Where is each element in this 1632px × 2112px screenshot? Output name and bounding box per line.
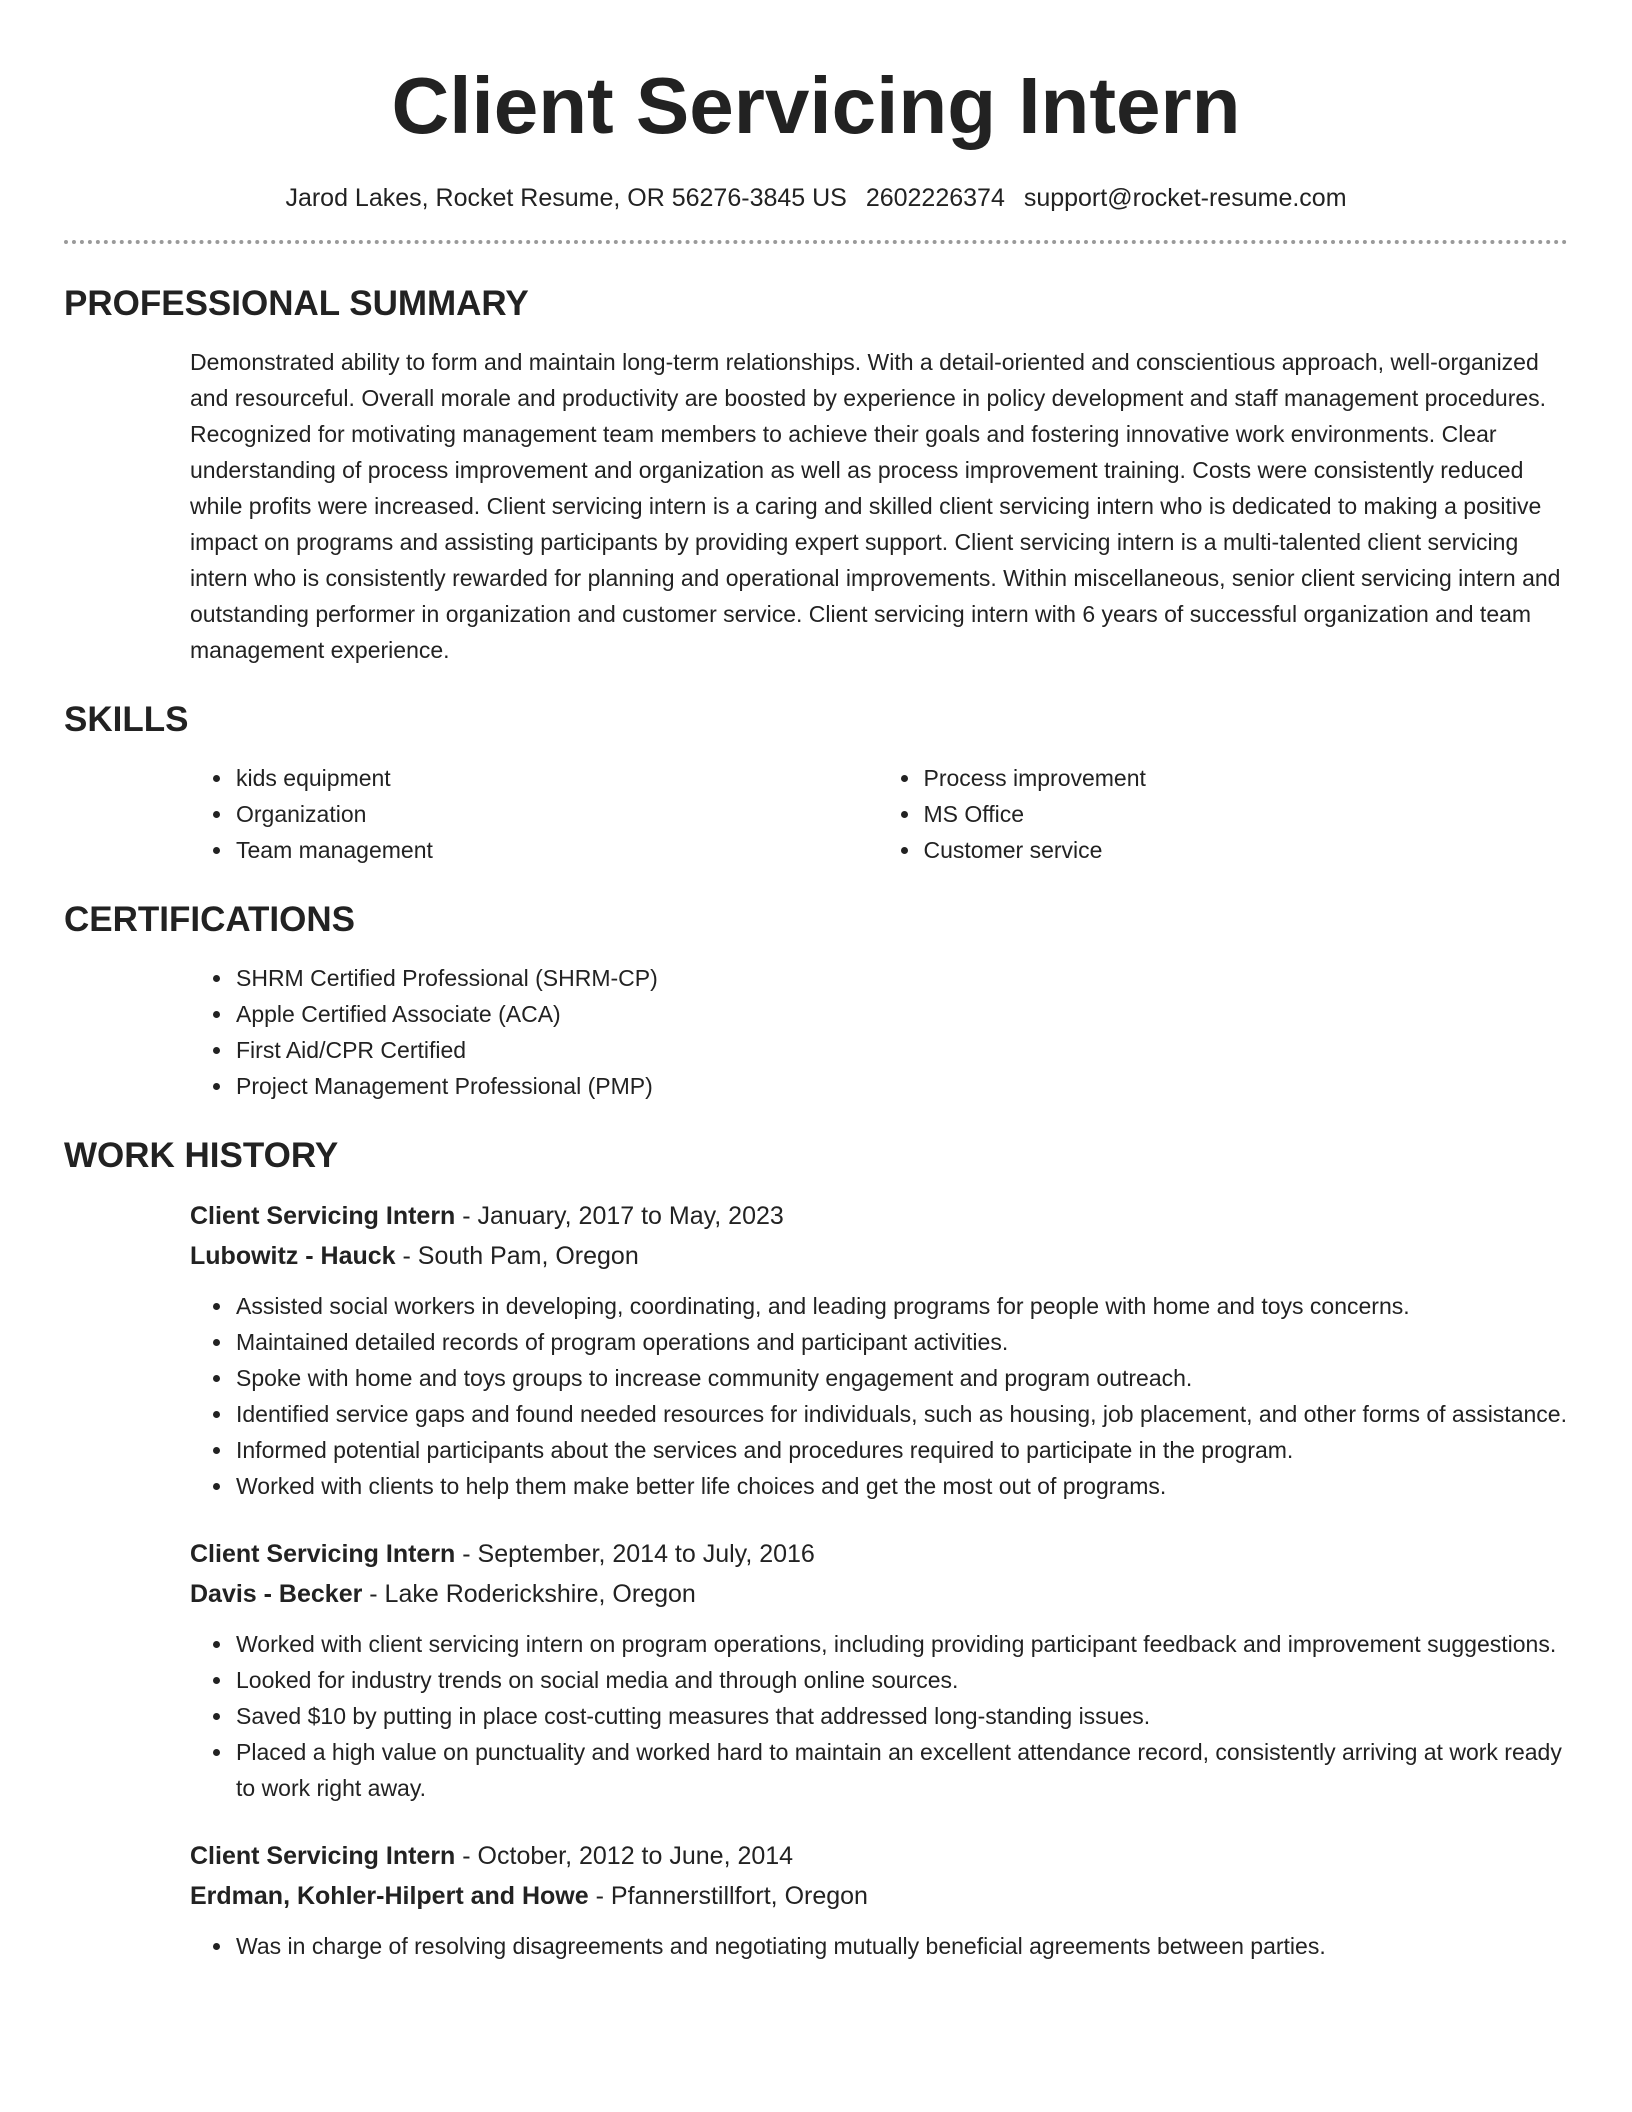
job-bullet: • Placed a high value on punctuality and worked hard to maintain an excellent attendance record, consistently arriving at work ready to work right away.	[234, 1734, 1568, 1806]
job-title-line	[64, 1836, 1568, 1876]
job-company: Lubowitz - Hauck	[190, 1242, 396, 1270]
job-dates: - January, 2017 to May, 2023	[455, 1202, 784, 1230]
job-company-line	[64, 1574, 1568, 1614]
job-bullet: • Assisted social workers in developing, coordinating, and leading programs for people with home and toys concerns.	[234, 1288, 1568, 1324]
job-title-line	[64, 1196, 1568, 1236]
job-bullet: • Worked with clients to help them make better life choices and get the most out of programs.	[234, 1468, 1568, 1504]
certifications-list	[64, 960, 1568, 1104]
certification-item: • SHRM Certified Professional (SHRM-CP)	[234, 960, 1568, 996]
skill-item: • Process improvement	[922, 760, 1569, 796]
skills-section	[64, 698, 1568, 868]
job-entry	[64, 1534, 1568, 1806]
job-bullet: • Informed potential participants about the services and procedures required to participate in the program.	[234, 1432, 1568, 1468]
job-company: Davis - Becker	[190, 1580, 363, 1608]
certification-item: • First Aid/CPR Certified	[234, 1032, 1568, 1068]
job-bullet: • Identified service gaps and found needed resources for individuals, such as housing, job placement, and other forms of assistance.	[234, 1396, 1568, 1432]
phone-text: 2602226374	[865, 184, 1005, 212]
skills-grid	[64, 760, 1568, 868]
resume-title: Client Servicing Intern	[391, 61, 1241, 150]
skill-item: • kids equipment	[234, 760, 881, 796]
job-bullet: • Looked for industry trends on social media and through online sources.	[234, 1662, 1568, 1698]
job-bullet: • Worked with client servicing intern on program operations, including providing participant feedback and improvement suggestions.	[234, 1626, 1568, 1662]
skills-list-left	[64, 760, 881, 868]
job-role: Client Servicing Intern	[190, 1842, 456, 1870]
job-role: Client Servicing Intern	[190, 1540, 456, 1568]
job-location: - Lake Roderickshire, Oregon	[362, 1580, 696, 1608]
job-title-line	[64, 1534, 1568, 1574]
job-role: Client Servicing Intern	[190, 1202, 456, 1230]
job-bullets	[64, 1626, 1568, 1806]
header-divider	[64, 240, 1568, 244]
certification-item: • Apple Certified Associate (ACA)	[234, 996, 1568, 1032]
summary-body	[64, 344, 1568, 668]
certifications-heading: CERTIFICATIONS	[64, 900, 356, 939]
contact-line	[64, 182, 1568, 214]
job-bullet: • Maintained detailed records of program operations and participant activities.	[234, 1324, 1568, 1360]
email-link[interactable]: support@rocket-resume.com	[1023, 184, 1347, 212]
job-bullets	[64, 1288, 1568, 1504]
certification-item: • Project Management Professional (PMP)	[234, 1068, 1568, 1104]
skills-heading: SKILLS	[64, 700, 189, 739]
skills-list-right	[881, 760, 1569, 868]
job-company-line	[64, 1876, 1568, 1916]
job-location: - Pfannerstillfort, Oregon	[588, 1882, 868, 1910]
skill-item: • Organization	[234, 796, 881, 832]
skill-item: • MS Office	[922, 796, 1569, 832]
job-location: - South Pam, Oregon	[395, 1242, 639, 1270]
work-history-section	[64, 1134, 1568, 1964]
job-dates: - October, 2012 to June, 2014	[455, 1842, 794, 1870]
certifications-section	[64, 898, 1568, 1104]
job-bullet: • Saved $10 by putting in place cost-cutting measures that addressed long-standing issues.	[234, 1698, 1568, 1734]
job-dates: - September, 2014 to July, 2016	[455, 1540, 815, 1568]
skill-item: • Team management	[234, 832, 881, 868]
resume-page	[64, 0, 1568, 1964]
summary-heading: PROFESSIONAL SUMMARY	[64, 284, 529, 323]
summary-text: Demonstrated ability to form and maintain long-term relationships. With a detail-oriented and conscientious approach, well-organized and resourceful. Overall morale and productivity are boosted by experience in policy development and staff management procedures. Recognized for motivating management team members to achieve their goals and fostering innovative work environments. Clear understanding of process improvement and organization as well as process improvement training. Costs were consistently reduced while profits were increased. Client servicing intern is a caring and skilled client servicing intern who is dedicated to making a positive impact on programs and assisting participants by providing expert support. Client servicing intern is a multi-talented client servicing intern who is consistently rewarded for planning and operational improvements. Within miscellaneous, senior client servicing intern and outstanding performer in organization and customer service. Client servicing intern with 6 years of successful organization and team management experience.	[190, 349, 1561, 663]
job-bullet: • Spoke with home and toys groups to increase community engagement and program outreach.	[234, 1360, 1568, 1396]
work-history-heading: WORK HISTORY	[64, 1136, 339, 1175]
summary-section	[64, 282, 1568, 668]
job-company-line	[64, 1236, 1568, 1276]
job-entry	[64, 1196, 1568, 1504]
address-text: Jarod Lakes, Rocket Resume, OR 56276-3845 US	[285, 184, 847, 212]
job-bullets	[64, 1928, 1568, 1964]
job-bullet: • Was in charge of resolving disagreements and negotiating mutually beneficial agreements between parties.	[234, 1928, 1568, 1964]
job-entry	[64, 1836, 1568, 1964]
job-company: Erdman, Kohler-Hilpert and Howe	[190, 1882, 589, 1910]
skill-item: • Customer service	[922, 832, 1569, 868]
